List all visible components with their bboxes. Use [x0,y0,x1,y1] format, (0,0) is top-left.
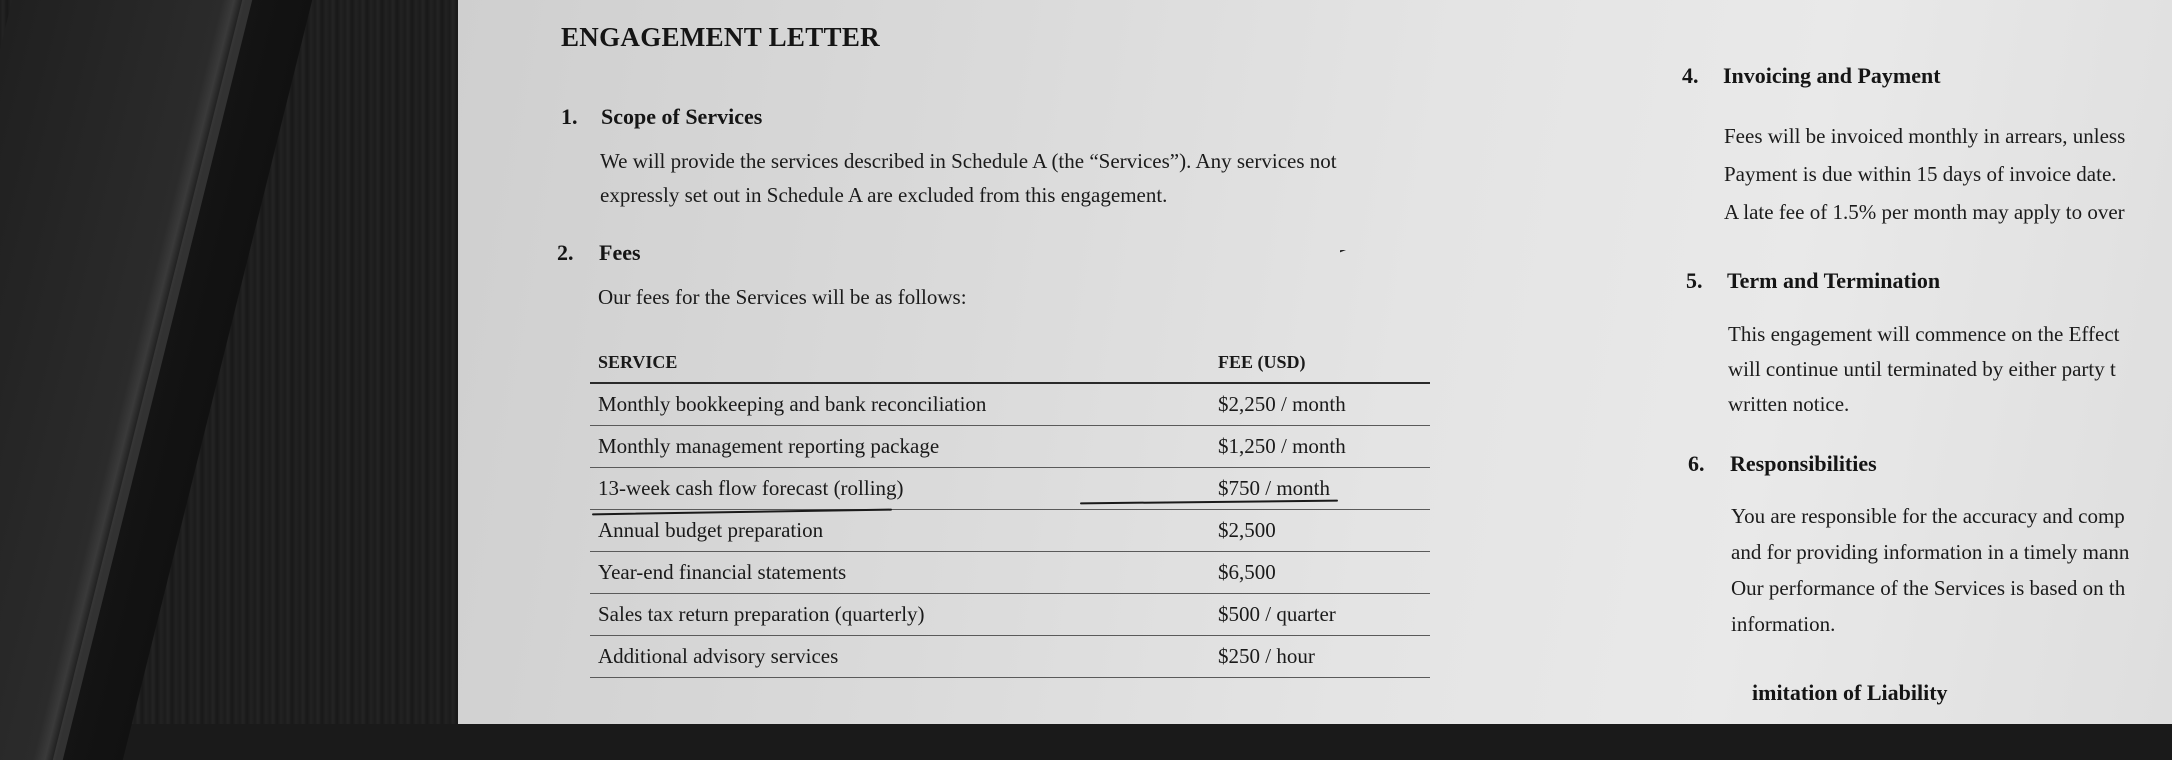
fee-cell: $6,500 [1210,552,1430,594]
fee-cell: $2,500 [1210,510,1430,552]
table-row [590,636,1430,678]
paragraph-line: We will provide the services described in Schedule A (the “Services”). Any services not [600,149,1337,173]
document-title: ENGAGEMENT LETTER [561,22,880,52]
section-title-term: Term and Termination [1727,268,1941,293]
service-cell: Year-end financial statements [590,552,1210,594]
fountain-pen-icon [1340,250,1820,724]
paragraph-line: Our fees for the Services will be as follows: [598,285,967,309]
service-cell: 13-week cash flow forecast (rolling) [590,468,1210,510]
section-number: 2. [557,240,574,265]
section-number: 6. [1688,451,1705,476]
section-title-fees: Fees [599,240,641,265]
section-number: 5. [1686,268,1703,293]
service-cell: Annual budget preparation [590,510,1210,552]
paragraph-line: information. [1731,612,1836,636]
table-row [590,510,1430,552]
section-title-responsibilities: Responsibilities [1730,451,1877,476]
invoicing-paragraph [1724,117,2125,231]
paragraph-line: Fees will be invoiced monthly in arrears, unless [1724,124,2126,148]
fee-table [590,342,1430,678]
fee-cell: $500 / quarter [1210,594,1430,636]
service-cell: Monthly management reporting package [590,426,1210,468]
fee-cell: $1,250 / month [1210,426,1430,468]
column-header-service: SERVICE [590,342,1210,383]
section-title-liability: imitation of Liability [1752,680,1948,705]
fee-cell: $2,250 / month [1210,383,1430,426]
fee-cell: $750 / month [1210,468,1430,510]
service-cell: Sales tax return preparation (quarterly) [590,594,1210,636]
column-header-fee: FEE (USD) [1210,342,1430,383]
paragraph-line: expressly set out in Schedule A are excluded from this engagement. [600,183,1168,207]
table-row [590,552,1430,594]
table-row [590,468,1430,510]
paragraph-line: A late fee of 1.5% per month may apply to over [1724,200,2125,224]
service-cell: Additional advisory services [590,636,1210,678]
table-row [590,383,1430,426]
fees-intro [598,280,967,314]
table-header-row [590,342,1430,383]
section-title-scope: Scope of Services [601,104,763,129]
paragraph-line: Our performance of the Services is based on th [1731,576,2126,600]
table-row [590,594,1430,636]
paragraph-line: will continue until terminated by either party t [1728,357,2116,381]
paragraph-line: written notice. [1728,392,1850,416]
fee-cell: $250 / hour [1210,636,1430,678]
paragraph-line: You are responsible for the accuracy and comp [1731,504,2125,528]
service-cell: Monthly bookkeeping and bank reconciliation [590,383,1210,426]
section-title-invoicing: Invoicing and Payment [1723,63,1941,88]
paragraph-line: Payment is due within 15 days of invoice date. [1724,162,2117,186]
paragraph-line: and for providing information in a timely mann [1731,540,2130,564]
paragraph-line: This engagement will commence on the Effect [1728,322,2120,346]
scope-paragraph [600,144,1337,212]
section-number: 4. [1682,63,1699,88]
section-number: 1. [561,104,578,129]
table-row [590,426,1430,468]
